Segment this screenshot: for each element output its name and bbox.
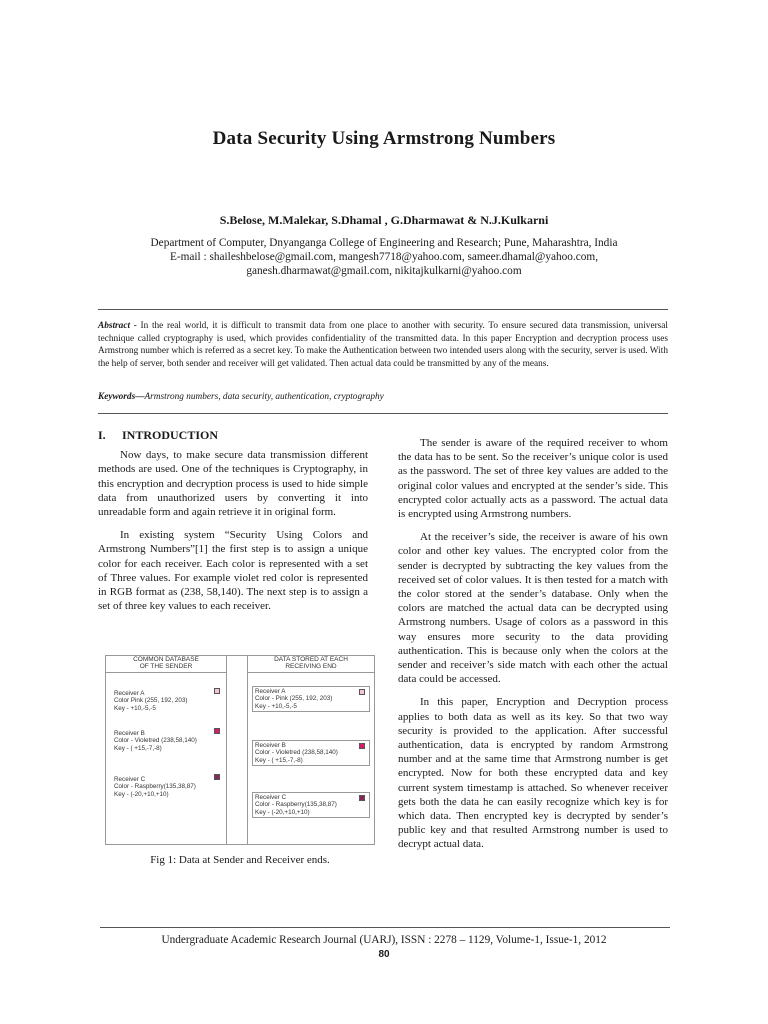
raspberry-swatch: [214, 774, 220, 780]
violetred-swatch: [214, 728, 220, 734]
paragraph: In this paper, Encryption and Decryption process applies to both data as well as its key. So that two way security is provided to the application. After successful authentication, data is encrypted by random Armstrong number and at the same time that Armstrong number is get encrypted. Now for both these encrypted data and key current system timestamp is attached. So whenever receiver gets both the data he can easily recognize which key is for which data. Then encrypted key is decrypted by sender’s public key and that resulted Armstrong number is used to decrypt actual data.: [398, 696, 668, 851]
violetred-swatch: [359, 743, 365, 749]
author-list: S.Belose, M.Malekar, S.Dhamal , G.Dharmawat & N.J.Kulkarni: [219, 213, 549, 227]
journal-footer: Undergraduate Academic Research Journal (UARJ), ISSN : 2278 – 1129, Volume-1, Issue-1, 2012: [161, 934, 607, 946]
left-column: [98, 428, 368, 622]
abstract-bottom-rule: [98, 413, 668, 414]
receiver-key: Key - +10,-5,-5: [255, 702, 297, 710]
section-title: INTRODUCTION: [122, 428, 219, 442]
receiver-color: Color Pink (255, 192, 203): [114, 697, 188, 705]
footer-rule: [100, 927, 670, 928]
figure-caption: Fig 1: Data at Sender and Receiver ends.: [150, 854, 330, 866]
receiver-name: Receiver C: [114, 776, 146, 783]
receiver-entry: [114, 730, 222, 752]
receiver-name: Receiver B: [255, 742, 286, 749]
page-number: 80: [378, 949, 390, 960]
abstract-text: In the real world, it is difficult to transmit data from one place to another with security. To ensure secured data transmission, universal technique called cryptography is used, which provides confidentiality of the transmitted data. In this paper Encryption and decryption process uses Armstrong number which is referred as a secret key. To make the Authentication between two intended users along with the security, server is used. With the help of server, both sender and receiver will get validated. Then actual data could be transmitted by any of the means.: [98, 321, 668, 369]
panel-header: DATA STORED AT EACH RECEIVING END: [248, 656, 374, 673]
receiver-key: Key - ( +15,-7,-8): [114, 744, 162, 752]
pink-swatch: [359, 689, 365, 695]
receiver-entry: [252, 792, 370, 818]
receiver-name: Receiver B: [114, 730, 145, 737]
receiver-color: Color - Violetred (238,58,140): [255, 749, 338, 757]
receiver-key: Key - ( +15,-7,-8): [255, 756, 303, 764]
abstract: [98, 320, 668, 370]
receiver-key: Key - (-20,+10,+10): [114, 790, 169, 798]
receiver-key: Key - (-20,+10,+10): [255, 808, 310, 816]
paper-title: Data Security Using Armstrong Numbers: [212, 128, 556, 149]
receiver-entry: [252, 740, 370, 766]
section-heading: [98, 428, 368, 442]
affiliation-line: Department of Computer, Dnyanganga College of Engineering and Research; Pune, Maharashtra, India: [150, 237, 618, 249]
figure-1: [105, 655, 375, 845]
receiver-entry: [114, 690, 222, 712]
paragraph: In existing system “Security Using Colors and Armstrong Numbers”[1] the first step is to assign a unique color for each receiver. Each color is represented with a set of Three values. For example violet red color is represented in RGB format as (238, 58,140). The next step is to assign a set of three key values to each receiver.: [98, 529, 368, 613]
section-number: I.: [98, 428, 106, 442]
paragraph: The sender is aware of the required receiver to whom the data has to be sent. So the receiver’s unique color is used as the password. The set of three key values are added to the original color values and encrypted at the sender’s side. This encrypted color actually acts as a password. The actual data is encrypted using Armstrong numbers.: [398, 437, 668, 521]
receiver-color: Color - Pink (255, 192, 203): [255, 695, 333, 703]
raspberry-swatch: [359, 795, 365, 801]
receiver-key: Key - +10,-5,-5: [114, 704, 156, 712]
right-column: [398, 436, 668, 861]
receiver-name: Receiver A: [255, 688, 286, 695]
top-rule: [98, 309, 668, 310]
affiliation-block: [0, 236, 768, 278]
sender-database-panel: [106, 656, 227, 844]
receiver-name: Receiver A: [114, 690, 145, 697]
abstract-label: Abstract -: [98, 321, 137, 331]
receiver-name: Receiver C: [255, 794, 287, 801]
pink-swatch: [214, 688, 220, 694]
receiver-color: Color - Raspberry(135,38,87): [114, 783, 196, 791]
receiver-entry: [114, 776, 222, 798]
receiver-entry: [252, 686, 370, 712]
email-line: E-mail : shaileshbelose@gmail.com, mangesh7718@yahoo.com, sameer.dhamal@yahoo.com,: [169, 251, 599, 263]
keywords-text: Armstrong numbers, data security, authentication, cryptography: [144, 392, 384, 402]
keywords: [98, 392, 668, 402]
panel-header: COMMON DATABASE OF THE SENDER: [106, 656, 226, 673]
receiver-color: Color - Raspberry(135,38,87): [255, 801, 337, 809]
paragraph: At the receiver’s side, the receiver is aware of his own color and other key values. The encrypted color from the sender is decrypted by subtracting the key values from the received set of color values. It is then tested for a match with the color stored at the sender’s database. Only when the colors are matched the actual data can be decrypted using Armstrong numbers. Usage of colors as a password in this way ensures more security to the data providing authentication. This is because only when the colors at the sender and receiver’s side match with each other the actual data could be accessed.: [398, 531, 668, 686]
paragraph: Now days, to make secure data transmission different methods are used. One of the techniques is Cryptography, in this encryption and decryption process is used to hide simple data from unauthorized users by converting it into unreadable form and again retrieve it in original form.: [98, 449, 368, 519]
keywords-label: Keywords—: [98, 392, 145, 402]
email-line: ganesh.dharmawat@gmail.com, nikitajkulkarni@yahoo.com: [246, 265, 522, 277]
receiver-data-panel: [247, 656, 374, 844]
receiver-color: Color - Violetred (238,58,140): [114, 737, 197, 745]
